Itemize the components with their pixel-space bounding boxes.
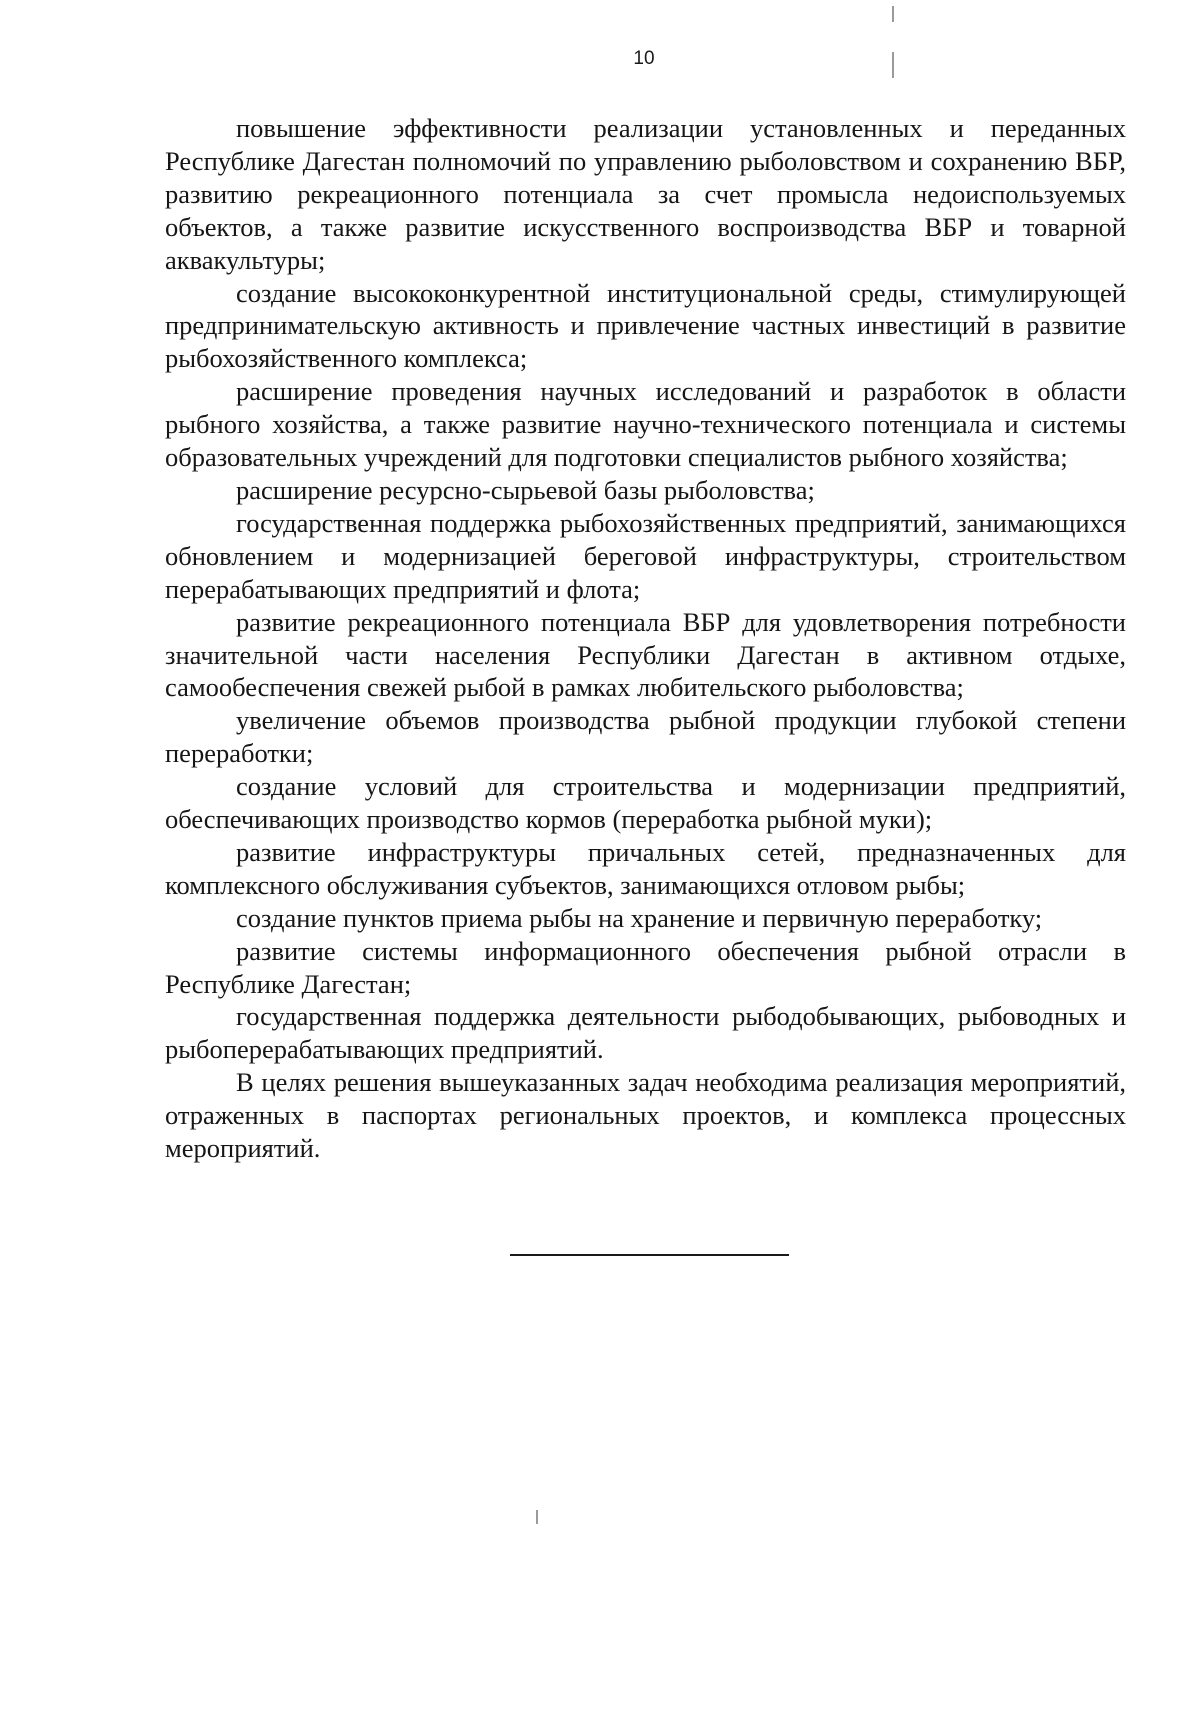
- body-text: [165, 112, 1126, 1165]
- paragraph: государственная поддержка рыбохозяйственных предприятий, занимающихся обновлением и модернизацией береговой инфраструктуры, строительством перерабатывающих предприятий и флота;: [165, 507, 1126, 604]
- page-number: 10: [633, 48, 655, 69]
- paragraph: создание пунктов приема рыбы на хранение и первичную переработку;: [236, 902, 1043, 933]
- paragraph: развитие рекреационного потенциала ВБР для удовлетворения потребности значительной части населения Республики Дагестан в активном отдыхе, самообеспечения свежей рыбой в рамках любительского рыболовства;: [165, 606, 1126, 703]
- scan-mark: [892, 52, 894, 78]
- paragraph: развитие системы информационного обеспечения рыбной отрасли в Республике Дагестан;: [165, 935, 1126, 999]
- paragraph: создание условий для строительства и модернизации предприятий, обеспечивающих производство кормов (переработка рыбной муки);: [165, 771, 1126, 835]
- paragraph: повышение эффективности реализации установленных и переданных Республике Дагестан полномочий по управлению рыболовством и сохранению ВБР, развитию рекреационного потенциала за счет промысла недоиспользуемых объектов, а также развитие искусственного воспроизводства ВБР и товарной аквакультуры;: [165, 113, 1126, 275]
- paragraph: создание высококонкурентной институциональной среды, стимулирующей предпринимательскую активность и привлечение частных инвестиций в развитие рыбохозяйственного комплекса;: [165, 277, 1126, 374]
- paragraph: государственная поддержка деятельности рыбодобывающих, рыбоводных и рыбоперерабатывающих предприятий.: [165, 1001, 1126, 1065]
- scan-mark: [536, 1510, 538, 1524]
- paragraph: развитие инфраструктуры причальных сетей, предназначенных для комплексного обслуживания субъектов, занимающихся отловом рыбы;: [165, 836, 1126, 900]
- paragraph: расширение проведения научных исследований и разработок в области рыбного хозяйства, а также развитие научно-технического потенциала и системы образовательных учреждений для подготовки специалистов рыбного хозяйства;: [165, 376, 1126, 473]
- paragraph: расширение ресурсно-сырьевой базы рыболовства;: [236, 474, 815, 505]
- paragraph: увеличение объемов производства рыбной продукции глубокой степени переработки;: [165, 705, 1126, 769]
- scan-mark: [892, 6, 894, 22]
- end-of-text-rule: [510, 1254, 789, 1256]
- paragraph: В целях решения вышеуказанных задач необходима реализация мероприятий, отраженных в паспортах региональных проектов, и комплекса процессных мероприятий.: [165, 1067, 1126, 1164]
